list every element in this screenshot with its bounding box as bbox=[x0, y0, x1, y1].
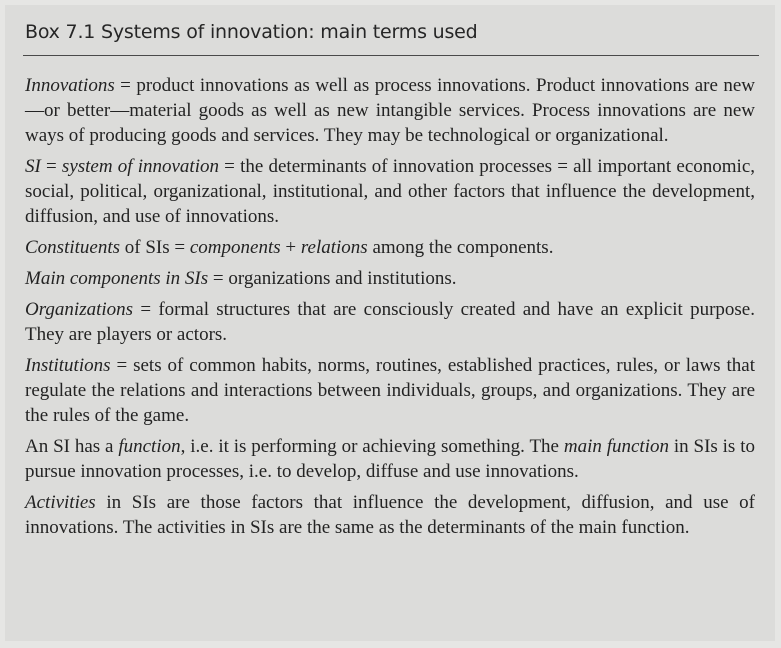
entry-text: of SIs = bbox=[120, 237, 190, 258]
entry-text: among the components. bbox=[367, 237, 554, 258]
entry-text: = product innovations as well as process innovations. Product innovations are new—or better—material goods as well as new intangible services. Process innovations are new ways of producing goods and services. They may be technological or organizational. bbox=[25, 75, 755, 146]
box-title: Box 7.1 Systems of innovation: main terms used bbox=[25, 21, 478, 43]
term-italic: Constituents bbox=[25, 237, 121, 258]
term-italic: function bbox=[118, 436, 181, 457]
entry-constituents bbox=[25, 235, 755, 260]
term-italic: Activities bbox=[25, 492, 96, 513]
entry-text: An SI has a bbox=[25, 436, 119, 457]
term-italic: system of innovation bbox=[61, 156, 219, 177]
entry-system-of-innovation bbox=[25, 154, 755, 229]
entry-institutions bbox=[25, 353, 755, 428]
term-italic: relations bbox=[300, 237, 368, 258]
entry-function bbox=[25, 434, 755, 484]
term-italic: Main components in SIs bbox=[25, 268, 209, 289]
entry-text: = organizations and institutions. bbox=[208, 268, 457, 289]
title-divider bbox=[23, 55, 759, 56]
box-content bbox=[25, 73, 755, 546]
entry-text: + bbox=[280, 237, 301, 258]
term-italic: Innovations bbox=[25, 75, 115, 96]
term-italic: Organizations bbox=[25, 299, 134, 320]
text-box bbox=[5, 5, 775, 641]
entry-text: in SIs are those factors that influence the development, diffusion, and use of innovations. The activities in SIs are the same as the determinants of the main function. bbox=[25, 492, 755, 538]
term-italic: main function bbox=[563, 436, 669, 457]
entry-innovations bbox=[25, 73, 755, 148]
entry-text: = bbox=[40, 156, 62, 177]
entry-organizations bbox=[25, 297, 755, 347]
entry-text: in SIs is to pursue innovation processes, i.e. to develop, diffuse and use innovations. bbox=[25, 436, 755, 482]
entry-text: = the determinants of innovation processes = all important economic, social, political, organizational, institutional, and other factors that influence the development, diffusion, and use of innovations. bbox=[25, 156, 755, 227]
entry-text: = formal structures that are consciously created and have an explicit purpose. They are players or actors. bbox=[25, 299, 755, 345]
entry-activities bbox=[25, 490, 755, 540]
entry-text: = sets of common habits, norms, routines, established practices, rules, or laws that regulate the relations and interactions between individuals, groups, and organizations. They are the rules of the game. bbox=[25, 355, 755, 426]
entry-text: , i.e. it is performing or achieving something. The bbox=[180, 436, 564, 457]
term-italic: SI bbox=[25, 156, 41, 177]
term-italic: components bbox=[189, 237, 281, 258]
entry-main-components bbox=[25, 266, 755, 291]
term-italic: Institutions bbox=[25, 355, 111, 376]
